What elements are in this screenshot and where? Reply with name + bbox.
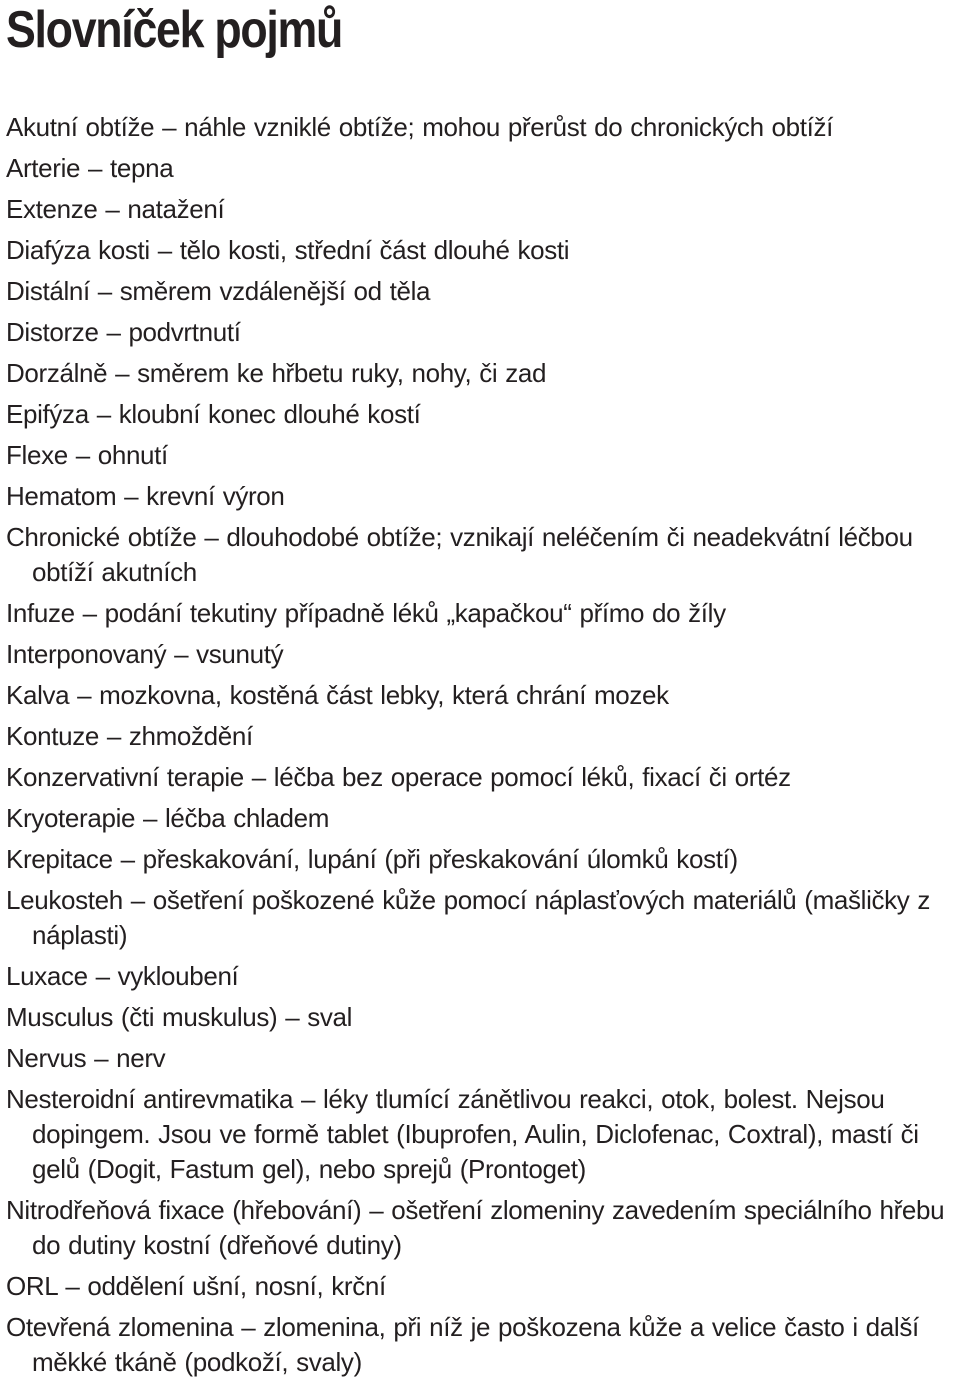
glossary-entry xyxy=(6,760,956,795)
glossary-entry xyxy=(6,520,956,590)
term-separator: – xyxy=(88,153,103,183)
page-title: Slovníček pojmů xyxy=(6,1,343,59)
glossary-definition: podvrtnutí xyxy=(128,317,241,347)
term-separator: – xyxy=(106,317,121,347)
glossary-term: Arterie xyxy=(6,153,81,183)
term-separator: – xyxy=(106,721,121,751)
glossary-term: Kontuze xyxy=(6,721,99,751)
glossary-entry xyxy=(6,883,956,953)
glossary-entry xyxy=(6,233,956,268)
glossary-term: Leukosteh xyxy=(6,885,123,915)
glossary-term: Otevřená zlomenina xyxy=(6,1312,234,1342)
glossary-definition: sval xyxy=(307,1002,353,1032)
glossary-term: Krepitace xyxy=(6,844,113,874)
glossary-term: Interponovaný xyxy=(6,639,167,669)
glossary-entry xyxy=(6,1082,956,1187)
glossary-entry xyxy=(6,1041,956,1076)
term-separator: – xyxy=(105,194,120,224)
glossary-definition: krevní výron xyxy=(146,481,285,511)
glossary-definition: oddělení ušní, nosní, krční xyxy=(87,1271,386,1301)
glossary-definition: dlouhodobé obtíže; vznikají neléčením či neadekvátní léčbou obtíží akutních xyxy=(32,522,913,587)
glossary-entry xyxy=(6,315,956,350)
glossary-term: Distální xyxy=(6,276,90,306)
glossary-definition: přeskakování, lupání (při přeskakování úlomků kostí) xyxy=(142,844,738,874)
glossary-definition: podání tekutiny případně léků „kapačkou“ přímo do žíly xyxy=(104,598,726,628)
glossary-term: Distorze xyxy=(6,317,99,347)
glossary-definition: vsunutý xyxy=(196,639,284,669)
term-separator: – xyxy=(95,961,110,991)
glossary-definition: kloubní konec dlouhé kostí xyxy=(118,399,421,429)
glossary-entry xyxy=(6,479,956,514)
glossary-definition: ošetření zlomeniny zavedením speciálního hřebu do dutiny kostní (dřeňové dutiny) xyxy=(32,1195,945,1260)
glossary-entry xyxy=(6,801,956,836)
term-separator: – xyxy=(96,399,111,429)
term-separator: – xyxy=(142,803,158,833)
glossary-term: Nitrodřeňová fixace (hřebování) xyxy=(6,1195,362,1225)
glossary-entry xyxy=(6,719,956,754)
glossary-definition: nerv xyxy=(116,1043,166,1073)
glossary-definition: mozkovna, kostěná část lebky, která chrání mozek xyxy=(99,680,669,710)
glossary-term: Extenze xyxy=(6,194,98,224)
glossary-definition: ošetření poškozené kůže pomocí náplasťových materiálů (mašličky z náplasti) xyxy=(32,885,930,950)
term-separator: – xyxy=(115,358,130,388)
glossary-definition: ohnutí xyxy=(97,440,168,470)
glossary-entry xyxy=(6,1269,956,1304)
glossary-definition: léčba chladem xyxy=(164,803,330,833)
glossary-entry xyxy=(6,274,956,309)
term-separator: – xyxy=(82,598,97,628)
glossary-term: Chronické obtíže xyxy=(6,522,197,552)
term-separator: – xyxy=(285,1002,300,1032)
glossary-definition: vykloubení xyxy=(117,961,239,991)
glossary-term: Dorzálně xyxy=(6,358,108,388)
glossary-definition: zhmoždění xyxy=(128,721,253,751)
glossary-definition: náhle vzniklé obtíže; mohou přerůst do chronických obtíží xyxy=(184,112,834,142)
glossary-term: Infuze xyxy=(6,598,75,628)
term-separator: – xyxy=(97,276,112,306)
term-separator: – xyxy=(162,112,177,142)
term-separator: – xyxy=(300,1084,316,1114)
glossary-term: Akutní obtíže xyxy=(6,112,155,142)
glossary-entry xyxy=(6,842,956,877)
glossary-term: Konzervativní terapie xyxy=(6,762,244,792)
glossary-entry xyxy=(6,110,956,145)
glossary-entry xyxy=(6,1310,956,1380)
glossary-entry xyxy=(6,1193,956,1263)
glossary-entry xyxy=(6,1000,956,1035)
glossary-term: Musculus (čti muskulus) xyxy=(6,1002,278,1032)
glossary-entry xyxy=(6,397,956,432)
glossary-definition: směrem ke hřbetu ruky, nohy, či zad xyxy=(137,358,547,388)
glossary-term: Flexe xyxy=(6,440,68,470)
glossary-term: Kryoterapie xyxy=(6,803,136,833)
glossary-definition: tepna xyxy=(110,153,174,183)
glossary-entry xyxy=(6,356,956,391)
term-separator: – xyxy=(369,1195,384,1225)
glossary-list xyxy=(6,110,956,1386)
glossary-definition: léky tlumící zánětlivou reakci, otok, bolest. Nejsou dopingem. Jsou ve formě tablet (Ibuprofen, Aulin, Diclofenac, Coxtral), mastí či gelů (Dogit, Fastum gel), nebo sprejů (Prontoget) xyxy=(32,1084,919,1184)
glossary-definition: zlomenina, při níž je poškozena kůže a velice často i další měkké tkáně (podkoží, svaly) xyxy=(32,1312,919,1377)
glossary-term: Luxace xyxy=(6,961,88,991)
term-separator: – xyxy=(174,639,189,669)
glossary-definition: natažení xyxy=(127,194,225,224)
glossary-entry xyxy=(6,151,956,186)
glossary-entry xyxy=(6,637,956,672)
glossary-term: ORL xyxy=(6,1271,58,1301)
term-separator: – xyxy=(157,235,172,265)
glossary-entry xyxy=(6,596,956,631)
glossary-term: Hematom xyxy=(6,481,117,511)
glossary-entry xyxy=(6,438,956,473)
glossary-definition: směrem vzdálenější od těla xyxy=(119,276,431,306)
glossary-term: Nervus xyxy=(6,1043,87,1073)
glossary-term: Nesteroidní antirevmatika xyxy=(6,1084,294,1114)
term-separator: – xyxy=(204,522,219,552)
glossary-term: Kalva xyxy=(6,680,70,710)
term-separator: – xyxy=(251,762,266,792)
term-separator: – xyxy=(124,481,139,511)
glossary-entry xyxy=(6,678,956,713)
glossary-definition: tělo kosti, střední část dlouhé kosti xyxy=(179,235,570,265)
glossary-term: Diafýza kosti xyxy=(6,235,150,265)
term-separator: – xyxy=(120,844,135,874)
term-separator: – xyxy=(77,680,92,710)
glossary-entry xyxy=(6,192,956,227)
glossary-term: Epifýza xyxy=(6,399,89,429)
term-separator: – xyxy=(241,1312,256,1342)
term-separator: – xyxy=(130,885,145,915)
term-separator: – xyxy=(75,440,90,470)
glossary-entry xyxy=(6,959,956,994)
term-separator: – xyxy=(65,1271,80,1301)
term-separator: – xyxy=(94,1043,109,1073)
glossary-definition: léčba bez operace pomocí léků, fixací či ortéz xyxy=(273,762,791,792)
